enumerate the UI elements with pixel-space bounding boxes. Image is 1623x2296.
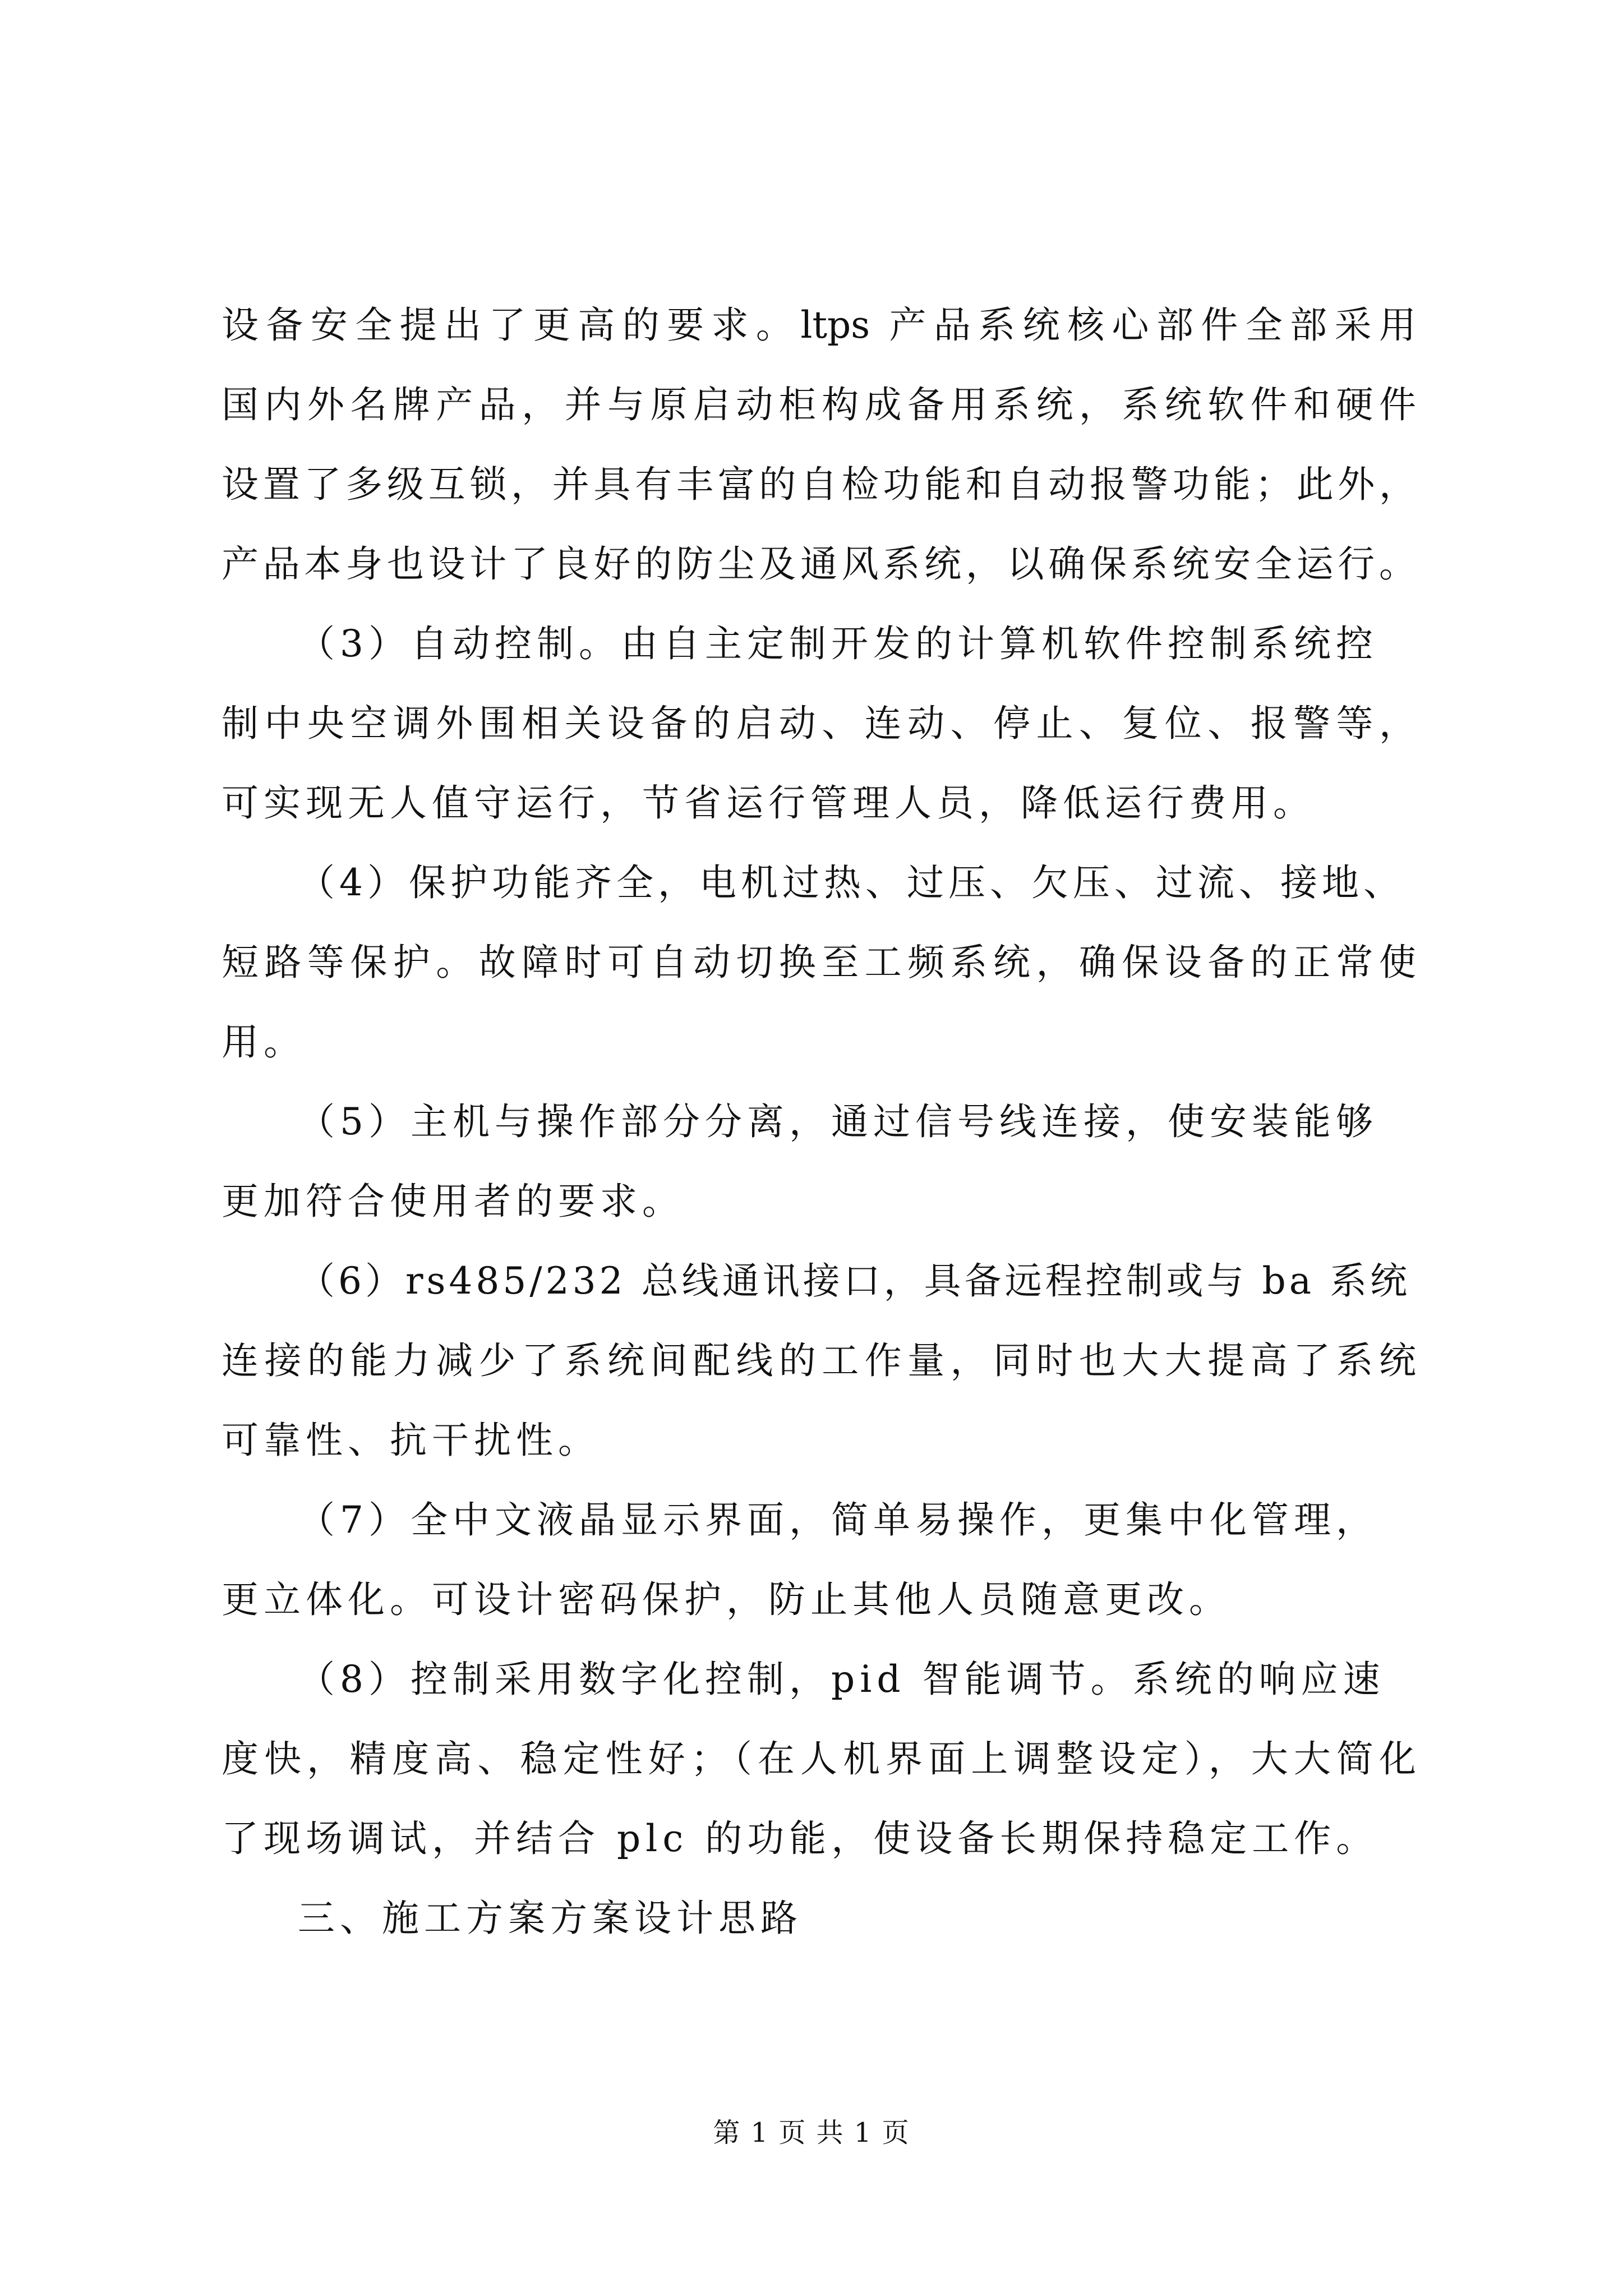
text-line: 可靠性、抗干扰性。 xyxy=(222,1419,600,1462)
text-line: 可实现无人值守运行，节省运行管理人员，降低运行费用。 xyxy=(222,781,1315,825)
heading-text: 三、施工方案方案设计思路 xyxy=(298,1897,803,1940)
text-line: （3）自动控制。由自主定制开发的计算机软件控制系统控 xyxy=(298,622,1378,665)
text-line: （4）保护功能齐全，电机过热、过压、欠压、过流、接地、 xyxy=(298,861,1405,904)
text-line: （8）控制采用数字化控制，pid 智能调节。系统的响应速 xyxy=(298,1658,1385,1701)
text-line: 短路等保护。故障时可自动切换至工频系统，确保设备的正常使 xyxy=(222,941,1416,984)
text-line: 连接的能力减少了系统间配线的工作量，同时也大大提高了系统 xyxy=(222,1339,1416,1382)
text-line: 用。 xyxy=(222,1020,306,1064)
text-line: （6）rs485/232 总线通讯接口，具备远程控制或与 ba 系统 xyxy=(298,1259,1411,1303)
text-line: 了现场调试，并结合 plc 的功能，使设备长期保持稳定工作。 xyxy=(222,1817,1378,1860)
text-line: （7）全中文液晶显示界面，简单易操作，更集中化管理， xyxy=(298,1498,1378,1542)
text-line: 产品本身也设计了良好的防尘及通风系统，以确保系统安全运行。 xyxy=(222,542,1416,586)
text-line: 更立体化。可设计密码保护，防止其他人员随意更改。 xyxy=(222,1578,1231,1621)
text-line: 国内外名牌产品，并与原启动柜构成备用系统，系统软件和硬件 xyxy=(222,383,1416,426)
text-line: 设备安全提出了更高的要求。ltps 产品系统核心部件全部采用 xyxy=(222,303,1416,347)
text-line: 度快，精度高、稳定性好；（在人机界面上调整设定），大大简化 xyxy=(222,1737,1416,1780)
text-line: 设置了多级互锁，并具有丰富的自检功能和自动报警功能；此外， xyxy=(222,463,1416,506)
text-line: 更加符合使用者的要求。 xyxy=(222,1180,684,1223)
page-footer: 第 1 页 共 1 页 xyxy=(713,2117,910,2148)
text-line: 制中央空调外围相关设备的启动、连动、停止、复位、报警等， xyxy=(222,702,1416,745)
text-line: （5）主机与操作部分分离，通过信号线连接，使安装能够 xyxy=(298,1100,1378,1143)
